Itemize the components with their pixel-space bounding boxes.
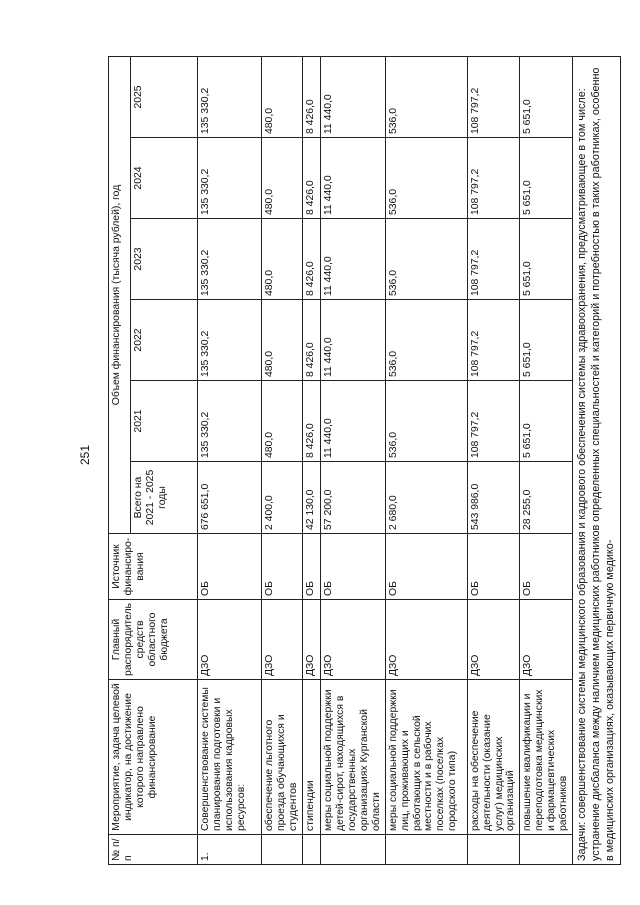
header-year-2022: 2022 xyxy=(131,300,198,381)
row-source: ОБ xyxy=(467,534,520,600)
row-num xyxy=(320,835,385,865)
row-2025: 536,0 xyxy=(385,56,467,137)
row-2024: 480,0 xyxy=(262,138,303,219)
row-2022: 8 426,0 xyxy=(302,300,320,381)
row-2025: 5 651,0 xyxy=(520,56,573,137)
row-2023: 480,0 xyxy=(262,219,303,300)
header-total: Всего на 2021 - 2025 годы xyxy=(131,462,198,534)
header-distributor: Главный распорядитель средств областного бюджета xyxy=(109,600,198,680)
row-source: ОБ xyxy=(262,534,303,600)
row-num: 1. xyxy=(198,835,262,865)
row-num xyxy=(467,835,520,865)
row-2025: 135 330,2 xyxy=(198,56,262,137)
row-2023: 536,0 xyxy=(385,219,467,300)
header-year-2023: 2023 xyxy=(131,219,198,300)
row-activity: повышение квалификации и переподготовка медицинских и фармацевтических работников xyxy=(520,680,573,835)
row-source: ОБ xyxy=(302,534,320,600)
table-row xyxy=(385,56,467,864)
header-funding-group: Объем финансирования (тысяча рублей), год xyxy=(109,56,131,533)
row-source: ОБ xyxy=(520,534,573,600)
row-source: ОБ xyxy=(320,534,385,600)
row-activity: стипендии xyxy=(302,680,320,835)
row-distributor: ДЗО xyxy=(302,600,320,680)
row-distributor: ДЗО xyxy=(385,600,467,680)
row-num xyxy=(385,835,467,865)
task-row xyxy=(573,56,620,864)
row-2022: 11 440,0 xyxy=(320,300,385,381)
rotated-table-wrapper xyxy=(108,45,616,865)
row-2025: 8 426,0 xyxy=(302,56,320,137)
row-2024: 108 797,2 xyxy=(467,138,520,219)
row-source: ОБ xyxy=(198,534,262,600)
row-2021: 108 797,2 xyxy=(467,381,520,462)
table-row xyxy=(467,56,520,864)
row-2024: 536,0 xyxy=(385,138,467,219)
row-2023: 5 651,0 xyxy=(520,219,573,300)
table-row xyxy=(320,56,385,864)
row-total: 2 680,0 xyxy=(385,462,467,534)
row-2021: 5 651,0 xyxy=(520,381,573,462)
row-distributor: ДЗО xyxy=(320,600,385,680)
header-num: № п/п xyxy=(109,835,198,865)
row-total: 57 200,0 xyxy=(320,462,385,534)
row-2021: 536,0 xyxy=(385,381,467,462)
row-total: 42 130,0 xyxy=(302,462,320,534)
row-total: 676 651,0 xyxy=(198,462,262,534)
header-year-2025: 2025 xyxy=(131,56,198,137)
row-total: 28 255,0 xyxy=(520,462,573,534)
row-2025: 11 440,0 xyxy=(320,56,385,137)
row-2022: 480,0 xyxy=(262,300,303,381)
funding-table xyxy=(108,56,621,865)
row-activity: расходы на обеспечение деятельности (оказание услуг) медицинских организаций xyxy=(467,680,520,835)
row-2021: 135 330,2 xyxy=(198,381,262,462)
row-total: 543 986,0 xyxy=(467,462,520,534)
row-2024: 135 330,2 xyxy=(198,138,262,219)
table-row xyxy=(262,56,303,864)
row-2024: 11 440,0 xyxy=(320,138,385,219)
row-2025: 480,0 xyxy=(262,56,303,137)
row-distributor: ДЗО xyxy=(262,600,303,680)
row-2022: 536,0 xyxy=(385,300,467,381)
row-2023: 135 330,2 xyxy=(198,219,262,300)
row-distributor: ДЗО xyxy=(467,600,520,680)
header-year-2024: 2024 xyxy=(131,138,198,219)
row-activity: меры социальной поддержки детей-сирот, находящихся в государственных организациях Курганской области xyxy=(320,680,385,835)
header-year-2021: 2021 xyxy=(131,381,198,462)
row-activity: Совершенствование системы планирования подготовки и использования кадровых ресурсов: xyxy=(198,680,262,835)
page-number: 251 xyxy=(78,445,92,466)
row-2025: 108 797,2 xyxy=(467,56,520,137)
row-2024: 8 426,0 xyxy=(302,138,320,219)
row-total: 2 400,0 xyxy=(262,462,303,534)
row-2021: 480,0 xyxy=(262,381,303,462)
row-2022: 108 797,2 xyxy=(467,300,520,381)
row-activity: меры социальной поддержки лиц, проживающих и работающих в сельской местности и в рабочих поселках (поселках городского типа) xyxy=(385,680,467,835)
task-text: Задачи: совершенствование системы медицинского образования и кадрового обеспечения системы здравоохранения, предусматривающее в том числе: устранение дисбаланса между наличием медицинских работников определенных специальностей и категорий и потребностью в таких работниках, особенно в медицинских организациях, оказывающих первичную медико- xyxy=(573,56,620,864)
row-num xyxy=(520,835,573,865)
table-row xyxy=(302,56,320,864)
row-2021: 11 440,0 xyxy=(320,381,385,462)
row-2023: 108 797,2 xyxy=(467,219,520,300)
row-2022: 135 330,2 xyxy=(198,300,262,381)
row-distributor: ДЗО xyxy=(198,600,262,680)
table-row xyxy=(520,56,573,864)
row-distributor: ДЗО xyxy=(520,600,573,680)
row-activity: обеспечение льготного проезда обучающихся и студентов xyxy=(262,680,303,835)
row-2023: 11 440,0 xyxy=(320,219,385,300)
row-num xyxy=(302,835,320,865)
table-row xyxy=(198,56,262,864)
header-source: Источник финансиро-вания xyxy=(109,534,198,600)
row-2022: 5 651,0 xyxy=(520,300,573,381)
row-2023: 8 426,0 xyxy=(302,219,320,300)
row-num xyxy=(262,835,303,865)
row-source: ОБ xyxy=(385,534,467,600)
row-2021: 8 426,0 xyxy=(302,381,320,462)
header-activity: Мероприятие, задача целевой индикатор, на достижение которого направлено финансирование xyxy=(109,680,198,835)
row-2024: 5 651,0 xyxy=(520,138,573,219)
